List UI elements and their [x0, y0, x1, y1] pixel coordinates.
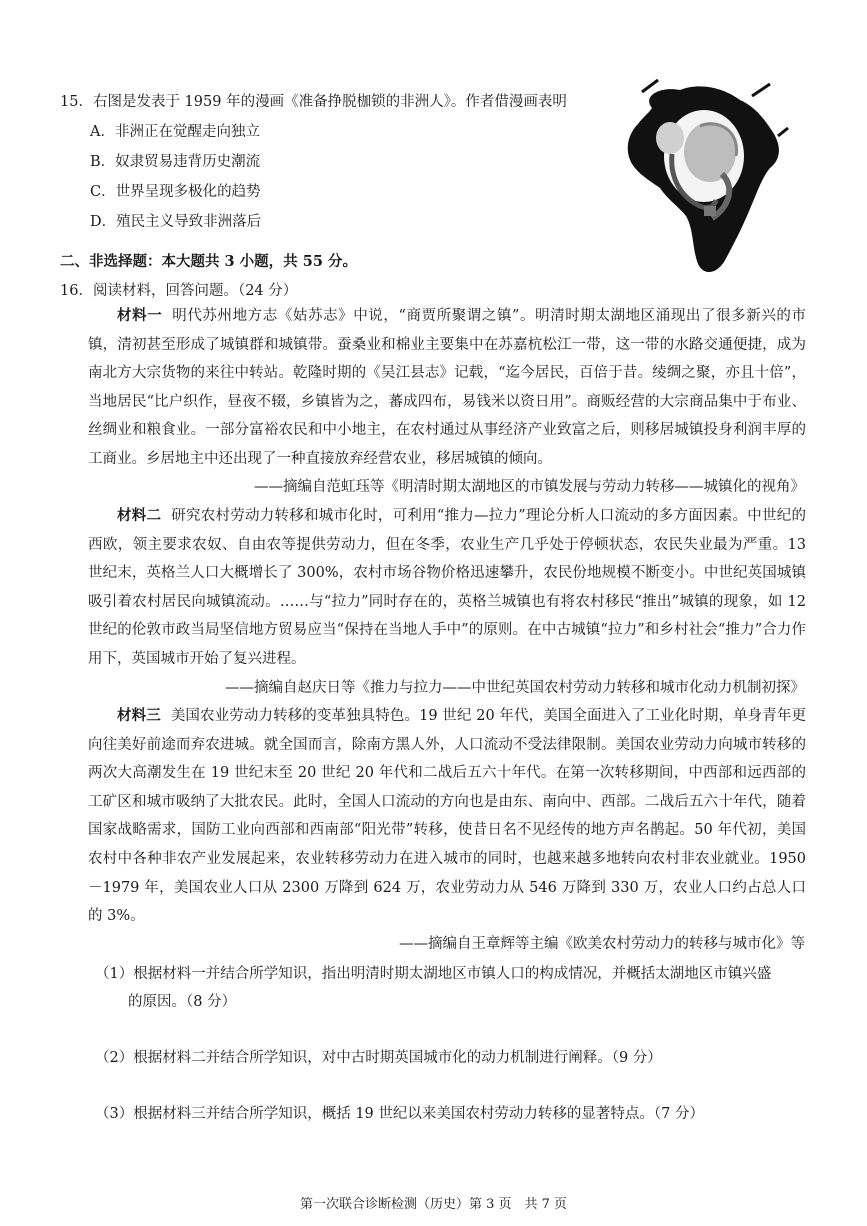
q16-stem: 16．阅读材料，回答问题。（24 分） [60, 283, 298, 299]
q16-sub2: （2）根据材料二并结合所学知识，对中古时期英国城市化的动力机制进行阐释。（9 分） [95, 1050, 662, 1066]
material3-label: 材料三 [117, 707, 161, 724]
section2-heading: 二、非选择题：本大题共 3 小题，共 55 分。 [60, 253, 357, 270]
q15-option-b: B．奴隶贸易违背历史潮流 [90, 154, 261, 170]
material1-label: 材料一 [117, 307, 163, 324]
material1-paragraph [88, 302, 806, 474]
figure-head [656, 122, 684, 154]
material2-text: 研究农村劳动力转移和城市化时，可利用“推力—拉力”理论分析人口流动的多方面因素。中世纪的西欧，领主要求农奴、自由农等提供劳动力，但在冬季，农业生产几乎处于停顿状态，农民失业最为严重。13 世纪末，英格兰人口大概增长了 300%，农村市场谷物价格迅速攀升，农民份地规模不断变小。中世纪英国城镇吸引着农村居民向城镇流动。……与“拉力”同时存在的，英格兰城镇也有将农村移民“推出”城镇的现象，如 12 世纪的伦敦市政当局坚信地方贸易应当“保持在当地人手中”的原则。在中古城镇“拉力”和乡村社会“推力”合力作用下，英国城市开始了复兴进程。 [88, 508, 806, 667]
q16-sub3: （3）根据材料三并结合所学知识，概括 19 世纪以来美国农村劳动力转移的显著特点。（7 分） [95, 1106, 704, 1122]
page-footer: 第一次联合诊断检测（历史）第 3 页 共 7 页 [299, 1197, 568, 1212]
q16-sub1-line1: （1）根据材料一并结合所学知识，指出明清时期太湖地区市镇人口的构成情况，并概括太湖地区市镇兴盛 [95, 966, 772, 982]
material1-text: 明代苏州地方志《姑苏志》中说，“商贾所聚谓之镇”。明清时期太湖地区涌现出了很多新兴的市镇，清初甚至形成了城镇群和城镇带。蚕桑业和棉业主要集中在苏嘉杭松江一带，这一带的水路交通便捷，成为南北方大宗货物的来往中转站。乾隆时期的《吴江县志》记载，“迄今居民，百倍于昔。绫绸之聚，亦且十倍”，当地居民“比户织作，昼夜不辍，乡镇皆为之，蕃成四布，易钱米以资日用”。商贩经营的大宗商品集中于布业、丝绸业和粮食业。一部分富裕农民和中小地主，在农村通过从事经济产业致富之后，则移居城镇投身利润丰厚的工商业。乡居地主中还出现了一种直接放弃经营农业，移居城镇的倾向。 [88, 308, 806, 467]
material3-paragraph [88, 702, 806, 931]
material2-paragraph [88, 502, 806, 674]
shackle [704, 206, 716, 216]
material2-source: ——摘编自赵庆日等《推力与拉力——中世纪英国农村劳动力转移和城市化动力机制初探》 [225, 680, 805, 696]
q15-stem: 15．右图是发表于 1959 年的漫画《准备挣脱枷锁的非洲人》。作者借漫画表明 [60, 94, 567, 110]
material1-source: ——摘编自范虹珏等《明清时期太湖地区的市镇发展与劳动力转移——城镇化的视角》 [254, 479, 805, 495]
q15-option-a: A．非洲正在觉醒走向独立 [90, 124, 260, 140]
africa-cartoon-image [612, 78, 790, 278]
q16-sub1-line2: 的原因。（8 分） [128, 994, 237, 1010]
material3-source: ——摘编自王章辉等主编《欧美农村劳动力的转移与城市化》等 [399, 936, 805, 952]
material2-label: 材料二 [117, 507, 162, 524]
q15-option-d: D．殖民主义导致非洲落后 [90, 214, 262, 230]
q15-option-c: C．世界呈现多极化的趋势 [90, 184, 261, 200]
material3-text: 美国农业劳动力转移的变革独具特色。19 世纪 20 年代，美国全面进入了工业化时期，单身青年更向往美好前途而弃农进城。就全国而言，除南方黑人外，人口流动不受法律限制。美国农业劳动力向城市转移的两次大高潮发生在 19 世纪末至 20 世纪 20 年代和二战后五六十年代。在第一次转移期间，中西部和远西部的工矿区和城市吸纳了大批农民。此时，全国人口流动的方向也是由东、南向中、西部。二战后五六十年代，随着国家战略需求，国防工业向西部和西南部“阳光带”转移，使昔日名不见经传的地方声名鹊起。50 年代初，美国农村中各种非农产业发展起来，农业转移劳动力在进入城市的同时，也越来越多地转向农村非农业就业。1950－1979 年，美国农业人口从 2300 万降到 624 万，农业劳动力从 546 万降到 330 万，农业人口约占总人口的 3%。 [88, 708, 807, 925]
